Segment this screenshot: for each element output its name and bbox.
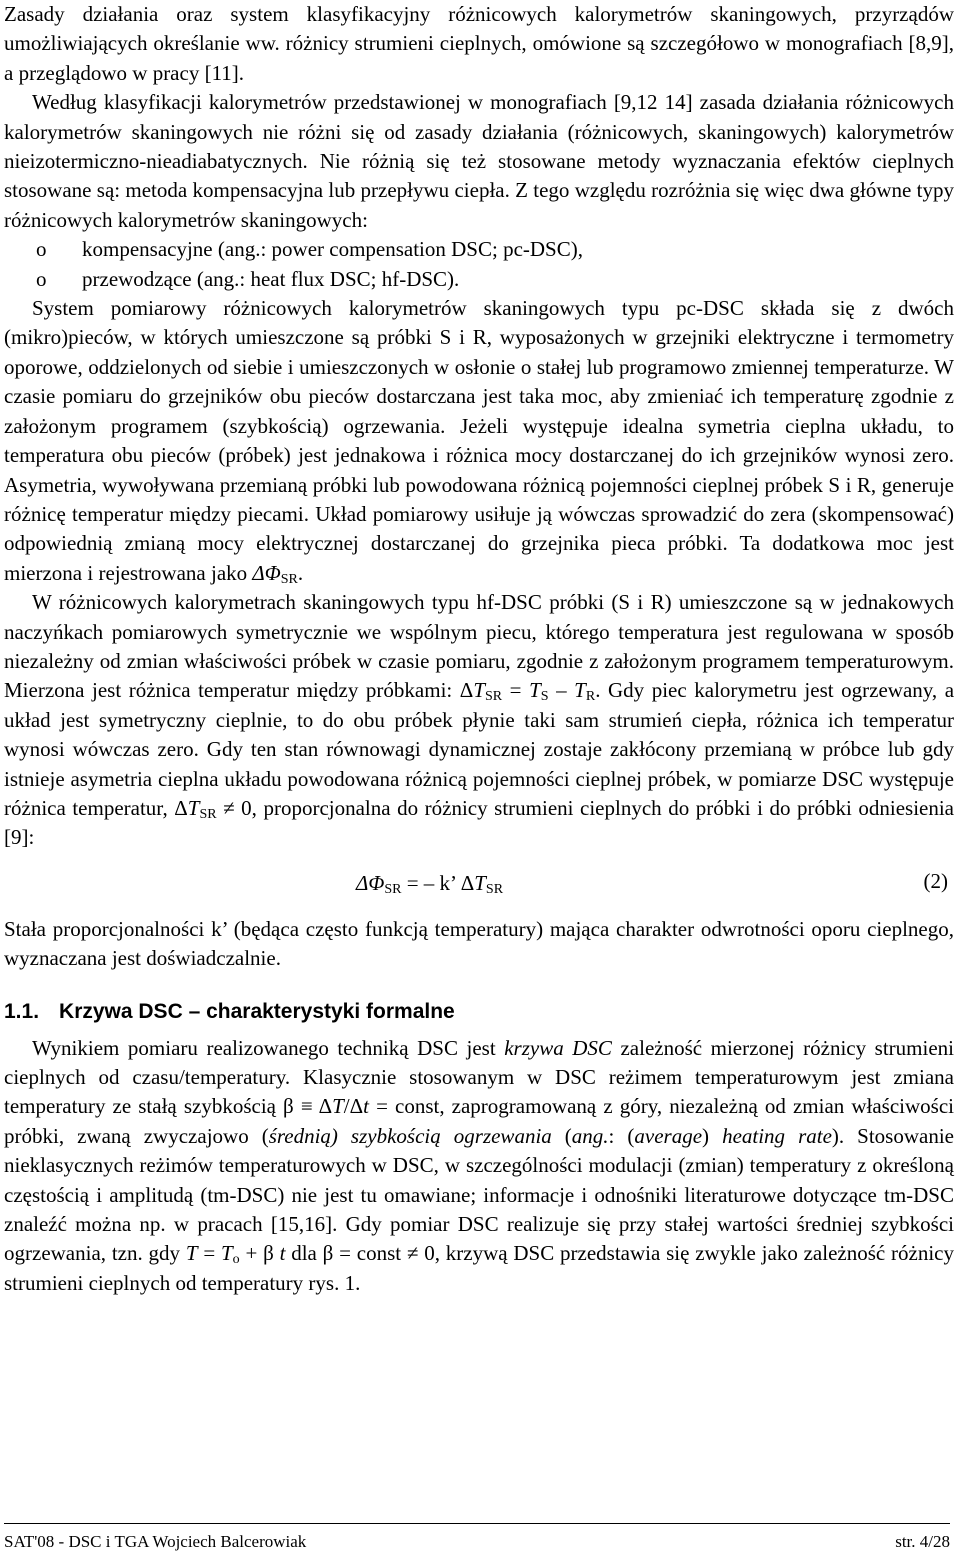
symbol-t: T — [473, 678, 485, 703]
italic-term: krzywa DSC — [504, 1035, 612, 1060]
paragraph-text: . Gdy piec kalorymetru jest ogrzewany, a układ jest symetryczny cieplnie, to do obu próbek płynie taki sam strumień ciepła, różnica ich temperatur wynosi wówczas zero. Gdy ten stan równowagi dynamicznej zostaje zakłócony przemianą w próbce lub gdy istnieje asymetria cieplna układu powodowana różnicą pojemności cieplnej próbek, w pomiarze DSC występuje różnica temperatur, — [4, 678, 955, 820]
paragraph-text: ( — [551, 1123, 572, 1148]
symbol-plus-beta: + β — [239, 1241, 280, 1266]
equation-2 — [4, 859, 954, 915]
symbol-delta: Δ — [174, 795, 188, 820]
paragraph-text: /Δ — [343, 1094, 364, 1119]
section-number: 1.1. — [4, 999, 40, 1023]
symbol-not-equal: ≠ 0 — [216, 795, 252, 820]
symbol-t: T — [187, 795, 200, 820]
paragraph-constant: Stała proporcjonalności k’ (będąca często funkcją temperatury) mająca charakter odwrotności oporu cieplnego, wyznaczana jest doświadczalnie. — [4, 916, 954, 971]
paragraph-intro: Zasady działania oraz system klasyfikacyjny różnicowych kalorymetrów skaningowych, przyrządów umożliwiających określanie ww. różnicy strumieni cieplnych, omówione są szczegółowo w monografiach [8,9], a przeglądowo w pracy [11]. — [4, 2, 954, 85]
symbol-equals: = — [502, 678, 530, 703]
symbol-t: T — [332, 1094, 344, 1119]
paragraph-text: ) — [702, 1123, 723, 1148]
paragraph-dsc-curve — [4, 1034, 954, 1299]
paragraph-text: zależność mierzonej różnicy strumieni cieplnych od czasu/temperatury. Klasycznie stosowanym w DSC reżimem temperaturowym jest zmiana temperatury ze stałą szybkością β ≡ Δ — [4, 1035, 954, 1119]
symbol-t: T — [185, 1241, 198, 1266]
equation-number: (2) — [923, 868, 948, 893]
paragraph-text: ). Stosowanie nieklasycznych reżimów temperaturowych w DSC, w szczególności modulacji (zmian) temperatury z określoną częstością i amplitudą (tm-DSC) nie jest tu omawiane; informacje i odnośniki literaturowe dotyczące tm-DSC znaleźć można np. w pracach [15,16]. Gdy pomiar DSC realizuje się przy stałej wartości średniej szybkości ogrzewania, tzn. gdy — [4, 1123, 954, 1266]
document-page — [4, 0, 954, 1298]
list-bullet: o — [36, 237, 47, 262]
subscript: R — [585, 689, 596, 705]
paragraph-text: System pomiarowy różnicowych kalorymetrów skaningowych typu pc-DSC składa się z dwóch (mikro)pieców, w których umieszczone są próbki S i R, wyposażonych w grzejniki elektryczne i termometry oporowe, oddzielonych od siebie i umieszczonych w osłonie o stałej lub programowo zmiennej temperaturze. W czasie pomiaru do grzejników obu pieców dostarczana jest taka moc, aby zmieniać ich temperaturę zgodnie z założonym programem (szybkością) ogrzewania. Jeżeli występuje idealna symetria cieplna układu, to temperatura obu pieców (próbek) jest jednakowa i różnica mocy dostarczanej do ich grzejników wynosi zero. Asymetria, wywoływana przemianą próbki lub powodowana różnicą pojemności cieplnej próbek S i R, generuje różnicę temperatur między piecami. Układ pomiarowy usiłuje ją wówczas sprowadzić do zera (skompensować) odpowiednią zmianą mocy elektrycznej dostarczanej do grzejnika pieca próbki. Ta dodatkowa moc jest mierzona i rejestrowana jako — [4, 296, 954, 585]
italic-term: ang. — [571, 1123, 609, 1148]
subscript: o — [232, 1252, 240, 1268]
symbol-minus: – — [548, 678, 575, 703]
equation-formula — [356, 871, 503, 896]
symbol-t: T — [220, 1241, 233, 1266]
subscript: S — [540, 689, 549, 705]
paragraph-text: Wynikiem pomiaru realizowanego techniką DSC jest — [32, 1035, 505, 1060]
subscript: SR — [485, 881, 504, 897]
symbol-time: t — [363, 1094, 369, 1119]
paragraph-text: dla β = const ≠ 0, krzywą DSC przedstawia się zwykle jako zależność różnicy strumieni cieplnych od temperatury rys. 1. — [4, 1241, 954, 1295]
symbol-t: T — [529, 678, 541, 703]
paragraph-text: . — [297, 560, 304, 585]
subscript: SR — [199, 806, 217, 822]
subscript: SR — [384, 881, 402, 897]
list-item-text: przewodzące (ang.: heat flux DSC; hf-DSC). — [82, 266, 460, 291]
italic-term: heating rate — [722, 1123, 832, 1148]
symbol-equals: = — [197, 1241, 221, 1266]
symbol-time: t — [279, 1241, 286, 1266]
section-title: Krzywa DSC – charakterystyki formalne — [59, 999, 455, 1023]
paragraph-hf-dsc — [4, 588, 954, 853]
equation-middle: = – k’ Δ — [401, 870, 475, 895]
subscript: SR — [280, 571, 298, 587]
symbol-t: T — [474, 870, 486, 895]
paragraph-text: W różnicowych kalorymetrach skaningowych typu hf-DSC próbki (S i R) umieszczone są w jednakowych naczyńkach pomiarowych symetrycznie we wspólnym piecu, którego temperatura jest regulowana w sposób niezależny od zmian właściwości próbek w czasie pomiaru, zgodnie z założonym programem temperaturowym. Mierzona jest różnica temperatur między próbkami: — [4, 590, 954, 703]
symbol-t: T — [574, 678, 586, 703]
subscript: SR — [485, 689, 503, 705]
list-bullet: o — [36, 266, 47, 291]
list-item — [4, 265, 954, 294]
paragraph-classification: Według klasyfikacji kalorymetrów przedstawionej w monografiach [9,12 14] zasada działania różnicowych kalorymetrów skaningowych nie różni się od zasady działania (różnicowych, skaningowych) kalorymetrów nieizotermiczno-nieadiabatycznych. Nie różnią się też stosowane metody wyznaczania efektów cieplnych stosowane są: metoda kompensacyjna lub przepływu ciepła. Z tego względu rozróżnia się więc dwa główne typy różnicowych kalorymetrów skaningowych: — [4, 90, 954, 232]
symbol-delta-phi: ΔΦ — [252, 560, 281, 585]
section-heading — [4, 1000, 954, 1024]
footer-page-number: str. 4/28 — [895, 1532, 950, 1551]
italic-term: średnią) szybkością ogrzewania — [268, 1123, 552, 1148]
paragraph-text: = const, zaprogramowaną z góry, niezależną od zmian właściwości próbki, zwaną zwyczajowo ( — [4, 1094, 955, 1148]
page-footer — [4, 1523, 950, 1557]
list-item — [4, 235, 954, 264]
paragraph-text: , proporcjonalna do różnicy strumieni cieplnych do próbki i do próbki odniesienia [9]: — [4, 795, 955, 850]
symbol-delta: Δ — [459, 678, 474, 703]
paragraph-pc-dsc — [4, 294, 954, 588]
footer-title: SAT'08 - DSC i TGA Wojciech Balcerowiak — [4, 1532, 307, 1551]
italic-term: average — [634, 1123, 703, 1148]
symbol-delta-phi: ΔΦ — [356, 870, 385, 895]
paragraph-text: : ( — [608, 1123, 635, 1148]
list-item-text: kompensacyjne (ang.: power compensation DSC; pc-DSC), — [82, 237, 583, 262]
